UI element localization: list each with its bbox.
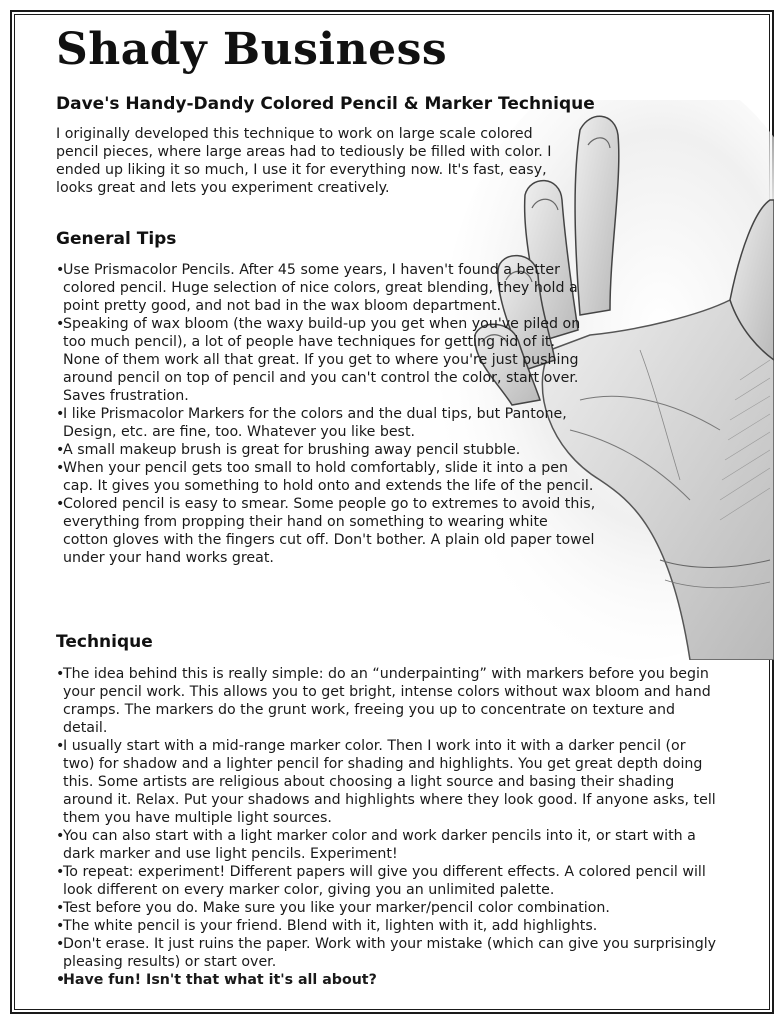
list-item: • I usually start with a mid-range marker color. Then I work into it with a darker pencil (or two) for shadow and a lighter pencil for shading and highlights. You get great depth doing this. Some artists are religious about choosing a light source and basing their shading around it. Relax. Put your shadows and highlights where they look good. If anyone asks, tell them you have multiple light sources. xyxy=(56,738,716,826)
list-item: • Have fun! Isn't that what it's all about? xyxy=(56,972,377,988)
list-item: • When your pencil gets too small to hold comfortably, slide it into a pen cap. It gives you something to hold onto and extends the life of the pencil. xyxy=(56,460,594,494)
bullet-icon: • xyxy=(56,864,65,880)
list-item: • Test before you do. Make sure you like your marker/pencil color combination. xyxy=(56,900,610,916)
bullet-icon: • xyxy=(56,460,65,476)
list-item: • The white pencil is your friend. Blend with it, lighten with it, add highlights. xyxy=(56,918,598,934)
general-tips-heading: General Tips xyxy=(56,229,177,249)
list-item: • You can also start with a light marker color and work darker pencils into it, or start with a dark marker and use light pencils. Experiment! xyxy=(56,828,696,862)
list-item: • To repeat: experiment! Different papers will give you different effects. A colored pencil will look different on every marker color, giving you an unlimited palette. xyxy=(56,864,706,898)
bullet-icon: • xyxy=(56,406,65,422)
bullet-icon: • xyxy=(56,496,65,512)
bullet-icon: • xyxy=(56,918,65,934)
page-subtitle: Dave's Handy-Dandy Colored Pencil & Marker Technique xyxy=(56,94,595,114)
technique-list xyxy=(56,665,721,989)
bullet-icon: • xyxy=(56,666,65,682)
list-item: • The idea behind this is really simple: do an “underpainting” with markers before you begin your pencil work. This allows you to get bright, intense colors without wax bloom and hand cramps. The markers do the grunt work, freeing you up to concentrate on texture and detail. xyxy=(56,666,711,736)
bullet-icon: • xyxy=(56,262,65,278)
list-item: • A small makeup brush is great for brushing away pencil stubble. xyxy=(56,442,521,458)
list-item: • Don't erase. It just ruins the paper. Work with your mistake (which can give you surprisingly pleasing results) or start over. xyxy=(56,936,717,970)
bullet-icon: • xyxy=(56,316,65,332)
list-item: • Speaking of wax bloom (the waxy build-up you get when you've piled on too much pencil), a lot of people have techniques for getting rid of it. None of them work all that great. If you get to where you're just pushing around pencil on top of pencil and you can't control the color, start over. Saves frustration. xyxy=(56,316,581,404)
list-item: • Colored pencil is easy to smear. Some people go to extremes to avoid this, everything from propping their hand on something to wearing white cotton gloves with the fingers cut off. Don't bother. A plain old paper towel under your hand works great. xyxy=(56,496,596,566)
bullet-icon: • xyxy=(56,972,66,988)
bullet-icon: • xyxy=(56,442,65,458)
general-tips-list xyxy=(56,261,596,567)
intro-paragraph: I originally developed this technique to work on large scale colored pencil pieces, where large areas had to tediously be filled with color. I ended up liking it so much, I use it for everything now. It's fast, easy, looks great and lets you experiment creatively. xyxy=(56,126,552,196)
list-item: • Use Prismacolor Pencils. After 45 some years, I haven't found a better colored pencil. Huge selection of nice colors, great blending, they hold a point pretty good, and not bad in the wax bloom department. xyxy=(56,262,578,314)
bullet-icon: • xyxy=(56,738,65,754)
page-title: Shady Business xyxy=(56,24,448,75)
technique-heading: Technique xyxy=(56,632,153,652)
bullet-icon: • xyxy=(56,900,65,916)
list-item: • I like Prismacolor Markers for the colors and the dual tips, but Pantone, Design, etc. are fine, too. Whatever you like best. xyxy=(56,406,567,440)
bullet-icon: • xyxy=(56,936,65,952)
bullet-icon: • xyxy=(56,828,65,844)
